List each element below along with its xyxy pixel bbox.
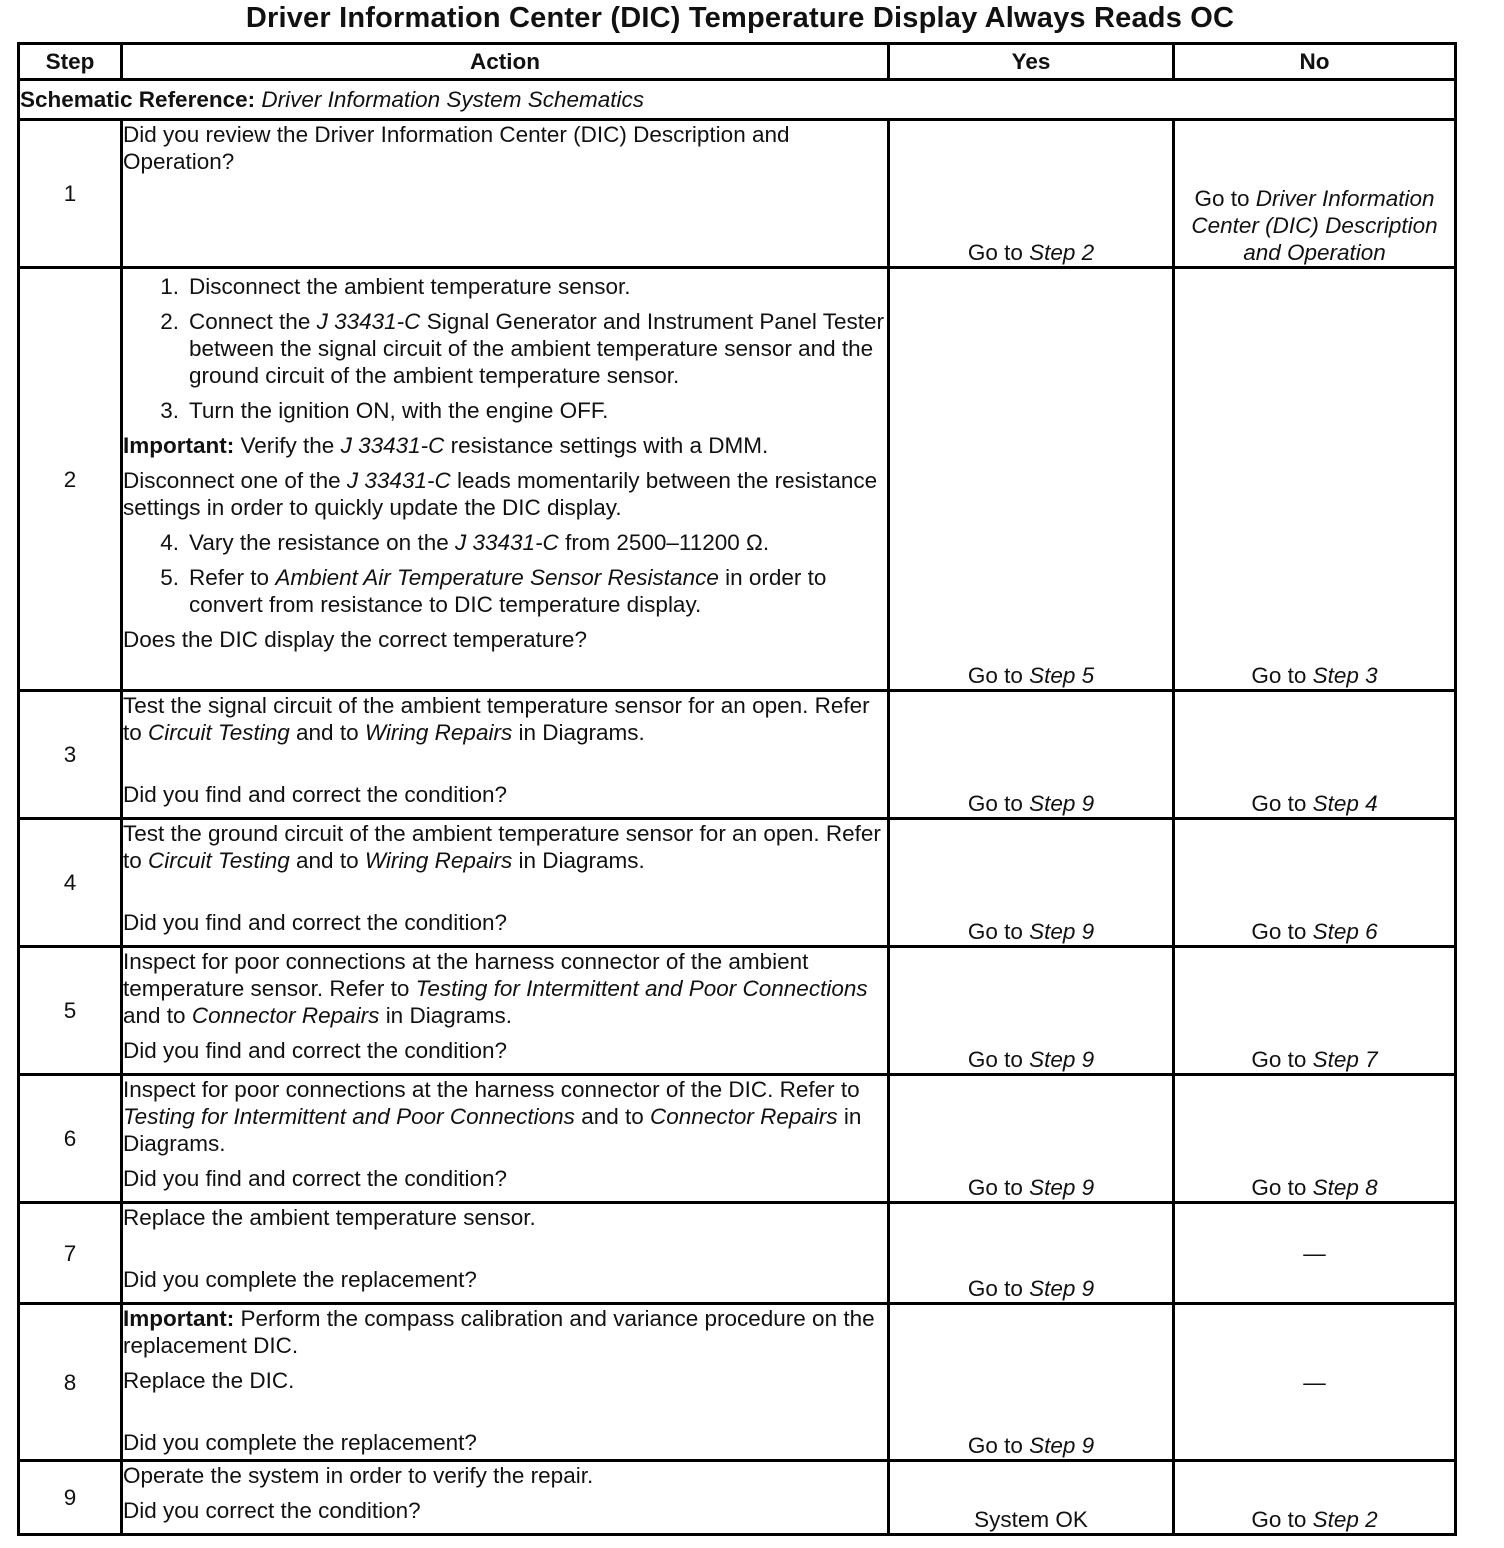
step-action — [122, 947, 889, 1075]
step-link[interactable]: Step 9 — [1029, 1276, 1095, 1301]
reference-link[interactable]: Wiring Repairs — [364, 848, 513, 873]
step-action — [122, 268, 889, 691]
action-text: Test the signal circuit of the ambient temperature sensor for an open. Refer to Circuit Testing and to Wiring Repairs in Diagrams. — [123, 693, 870, 745]
list-item — [123, 397, 887, 424]
action-question: Does the DIC display the correct temperature? — [123, 627, 587, 652]
action-text: Test the ground circuit of the ambient temperature sensor for an open. Refer to Circuit Testing and to Wiring Repairs in Diagrams. — [123, 821, 881, 873]
goto-label: Go to — [967, 240, 1023, 265]
step-action — [122, 1304, 889, 1461]
schematic-reference — [19, 80, 1456, 120]
list-item — [123, 564, 887, 618]
step-number: 4 — [19, 819, 122, 947]
step-number: 5 — [19, 947, 122, 1075]
action-question: Did you find and correct the condition? — [123, 910, 507, 935]
list-number: 2. — [160, 309, 179, 334]
yes-cell: Go to Step 9 — [889, 1075, 1174, 1203]
header-yes: Yes — [889, 44, 1174, 80]
action-text: Did you review the Driver Information Center (DIC) Description and Operation? — [123, 122, 790, 174]
step-link[interactable]: Step 2 — [1029, 240, 1095, 265]
diagnostic-table — [17, 42, 1457, 1536]
table-row — [19, 1203, 1456, 1304]
step-number: 9 — [19, 1461, 122, 1535]
list-item — [123, 273, 887, 300]
step-link[interactable]: Step 3 — [1312, 663, 1378, 688]
yes-cell: Go to Step 9 — [889, 947, 1174, 1075]
schematic-reference-row — [19, 80, 1456, 120]
header-no: No — [1174, 44, 1456, 80]
step-number: 8 — [19, 1304, 122, 1461]
step-link[interactable]: Step 5 — [1029, 663, 1095, 688]
list-text: Refer to Ambient Air Temperature Sensor Resistance in order to convert from resistance to DIC temperature display. — [189, 565, 827, 617]
step-link[interactable]: Step 9 — [1029, 791, 1095, 816]
schematic-link[interactable]: Driver Information System Schematics — [261, 87, 644, 112]
reference-link[interactable]: Wiring Repairs — [364, 720, 513, 745]
no-cell — [1174, 120, 1456, 268]
action-question: Did you find and correct the condition? — [123, 1166, 507, 1191]
step-action — [122, 1461, 889, 1535]
reference-link[interactable]: Testing for Intermittent and Poor Connections — [415, 976, 868, 1001]
reference-link[interactable]: Circuit Testing — [148, 720, 290, 745]
step-link[interactable]: Step 9 — [1029, 1433, 1095, 1458]
table-row — [19, 120, 1456, 268]
action-question: Did you complete the replacement? — [123, 1430, 477, 1455]
reference-link[interactable]: Ambient Air Temperature Sensor Resistance — [275, 565, 719, 590]
step-link[interactable]: Step 9 — [1029, 919, 1095, 944]
table-row — [19, 1461, 1456, 1535]
reference-link[interactable]: Connector Repairs — [650, 1104, 838, 1129]
header-action: Action — [122, 44, 889, 80]
action-text: Inspect for poor connections at the harness connector of the ambient temperature sensor. Refer to Testing for Intermittent and Poor Connections and to Connector Repairs in Diagrams. — [123, 949, 868, 1028]
goto-label: Go to — [1194, 186, 1250, 211]
yes-cell: Go to Step 9 — [889, 691, 1174, 819]
list-number: 5. — [160, 565, 179, 590]
action-text: Replace the DIC. — [123, 1368, 295, 1393]
list-text: Vary the resistance on the J 33431-C from 2500–11200 Ω. — [189, 530, 770, 555]
list-item — [123, 308, 887, 389]
step-link[interactable]: Step 6 — [1312, 919, 1378, 944]
step-action — [122, 1203, 889, 1304]
table-row — [19, 691, 1456, 819]
schematic-label: Schematic Reference: — [20, 87, 256, 112]
step-number: 2 — [19, 268, 122, 691]
yes-cell — [889, 120, 1174, 268]
action-question: Did you find and correct the condition? — [123, 782, 507, 807]
step-action — [122, 1075, 889, 1203]
list-text: Connect the J 33431-C Signal Generator and Instrument Panel Tester between the signal circuit of the ambient temperature sensor and the ground circuit of the ambient temperature sensor. — [189, 309, 885, 388]
reference-link[interactable]: Connector Repairs — [191, 1003, 380, 1028]
table-row — [19, 268, 1456, 691]
list-number: 4. — [160, 530, 179, 555]
no-cell: Go to Step 6 — [1174, 819, 1456, 947]
reference-link[interactable]: Circuit Testing — [148, 848, 290, 873]
list-text: Disconnect the ambient temperature sensor. — [189, 274, 631, 299]
reference-link[interactable]: Driver Information Center (DIC) Description and Operation — [1191, 186, 1438, 265]
list-text: Turn the ignition ON, with the engine OFF. — [189, 398, 609, 423]
header-step: Step — [19, 44, 122, 80]
action-text: Replace the ambient temperature sensor. — [123, 1205, 536, 1230]
no-cell: — — [1174, 1203, 1456, 1304]
step-link[interactable]: Step 9 — [1029, 1175, 1095, 1200]
action-question: Did you correct the condition? — [123, 1498, 421, 1523]
step-link[interactable]: Step 2 — [1312, 1507, 1378, 1532]
important-note: Important: Perform the compass calibration and variance procedure on the replacement DIC. — [123, 1306, 875, 1358]
list-number: 3. — [160, 398, 179, 423]
no-cell: Go to Step 7 — [1174, 947, 1456, 1075]
step-link[interactable]: Step 9 — [1029, 1047, 1095, 1072]
reference-link[interactable]: Testing for Intermittent and Poor Connections — [123, 1104, 575, 1129]
list-number: 1. — [160, 274, 179, 299]
action-text: Inspect for poor connections at the harness connector of the DIC. Refer to Testing for Intermittent and Poor Connections and to Connector Repairs in Diagrams. — [123, 1077, 862, 1156]
action-question: Did you complete the replacement? — [123, 1267, 477, 1292]
yes-cell: System OK — [889, 1461, 1174, 1535]
step-link[interactable]: Step 8 — [1312, 1175, 1378, 1200]
table-row — [19, 947, 1456, 1075]
action-text: Operate the system in order to verify the repair. — [123, 1463, 594, 1488]
step-number: 1 — [19, 120, 122, 268]
no-cell: — — [1174, 1304, 1456, 1461]
important-note: Important: Verify the J 33431-C resistance settings with a DMM. — [123, 433, 769, 458]
no-cell: Go to Step 8 — [1174, 1075, 1456, 1203]
table-header-row — [19, 44, 1456, 80]
step-number: 7 — [19, 1203, 122, 1304]
step-link[interactable]: Step 4 — [1312, 791, 1378, 816]
no-cell: Go to Step 4 — [1174, 691, 1456, 819]
no-cell: Go to Step 3 — [1174, 268, 1456, 691]
yes-cell: Go to Step 9 — [889, 819, 1174, 947]
yes-cell: Go to Step 5 — [889, 268, 1174, 691]
step-action — [122, 819, 889, 947]
step-number: 6 — [19, 1075, 122, 1203]
list-item — [123, 529, 887, 556]
tool-name: J 33431-C — [316, 309, 421, 334]
table-row — [19, 1304, 1456, 1461]
no-cell: Go to Step 2 — [1174, 1461, 1456, 1535]
step-number: 3 — [19, 691, 122, 819]
step-link[interactable]: Step 7 — [1312, 1047, 1378, 1072]
step-action — [122, 691, 889, 819]
table-row — [19, 819, 1456, 947]
action-text: Disconnect one of the J 33431-C leads momentarily between the resistance settings in order to quickly update the DIC display. — [123, 468, 878, 520]
page-title: Driver Information Center (DIC) Temperature Display Always Reads OC — [245, 2, 1235, 34]
table-row — [19, 1075, 1456, 1203]
action-question: Did you find and correct the condition? — [123, 1038, 507, 1063]
yes-cell: Go to Step 9 — [889, 1304, 1174, 1461]
step-action — [122, 120, 889, 268]
yes-cell: Go to Step 9 — [889, 1203, 1174, 1304]
